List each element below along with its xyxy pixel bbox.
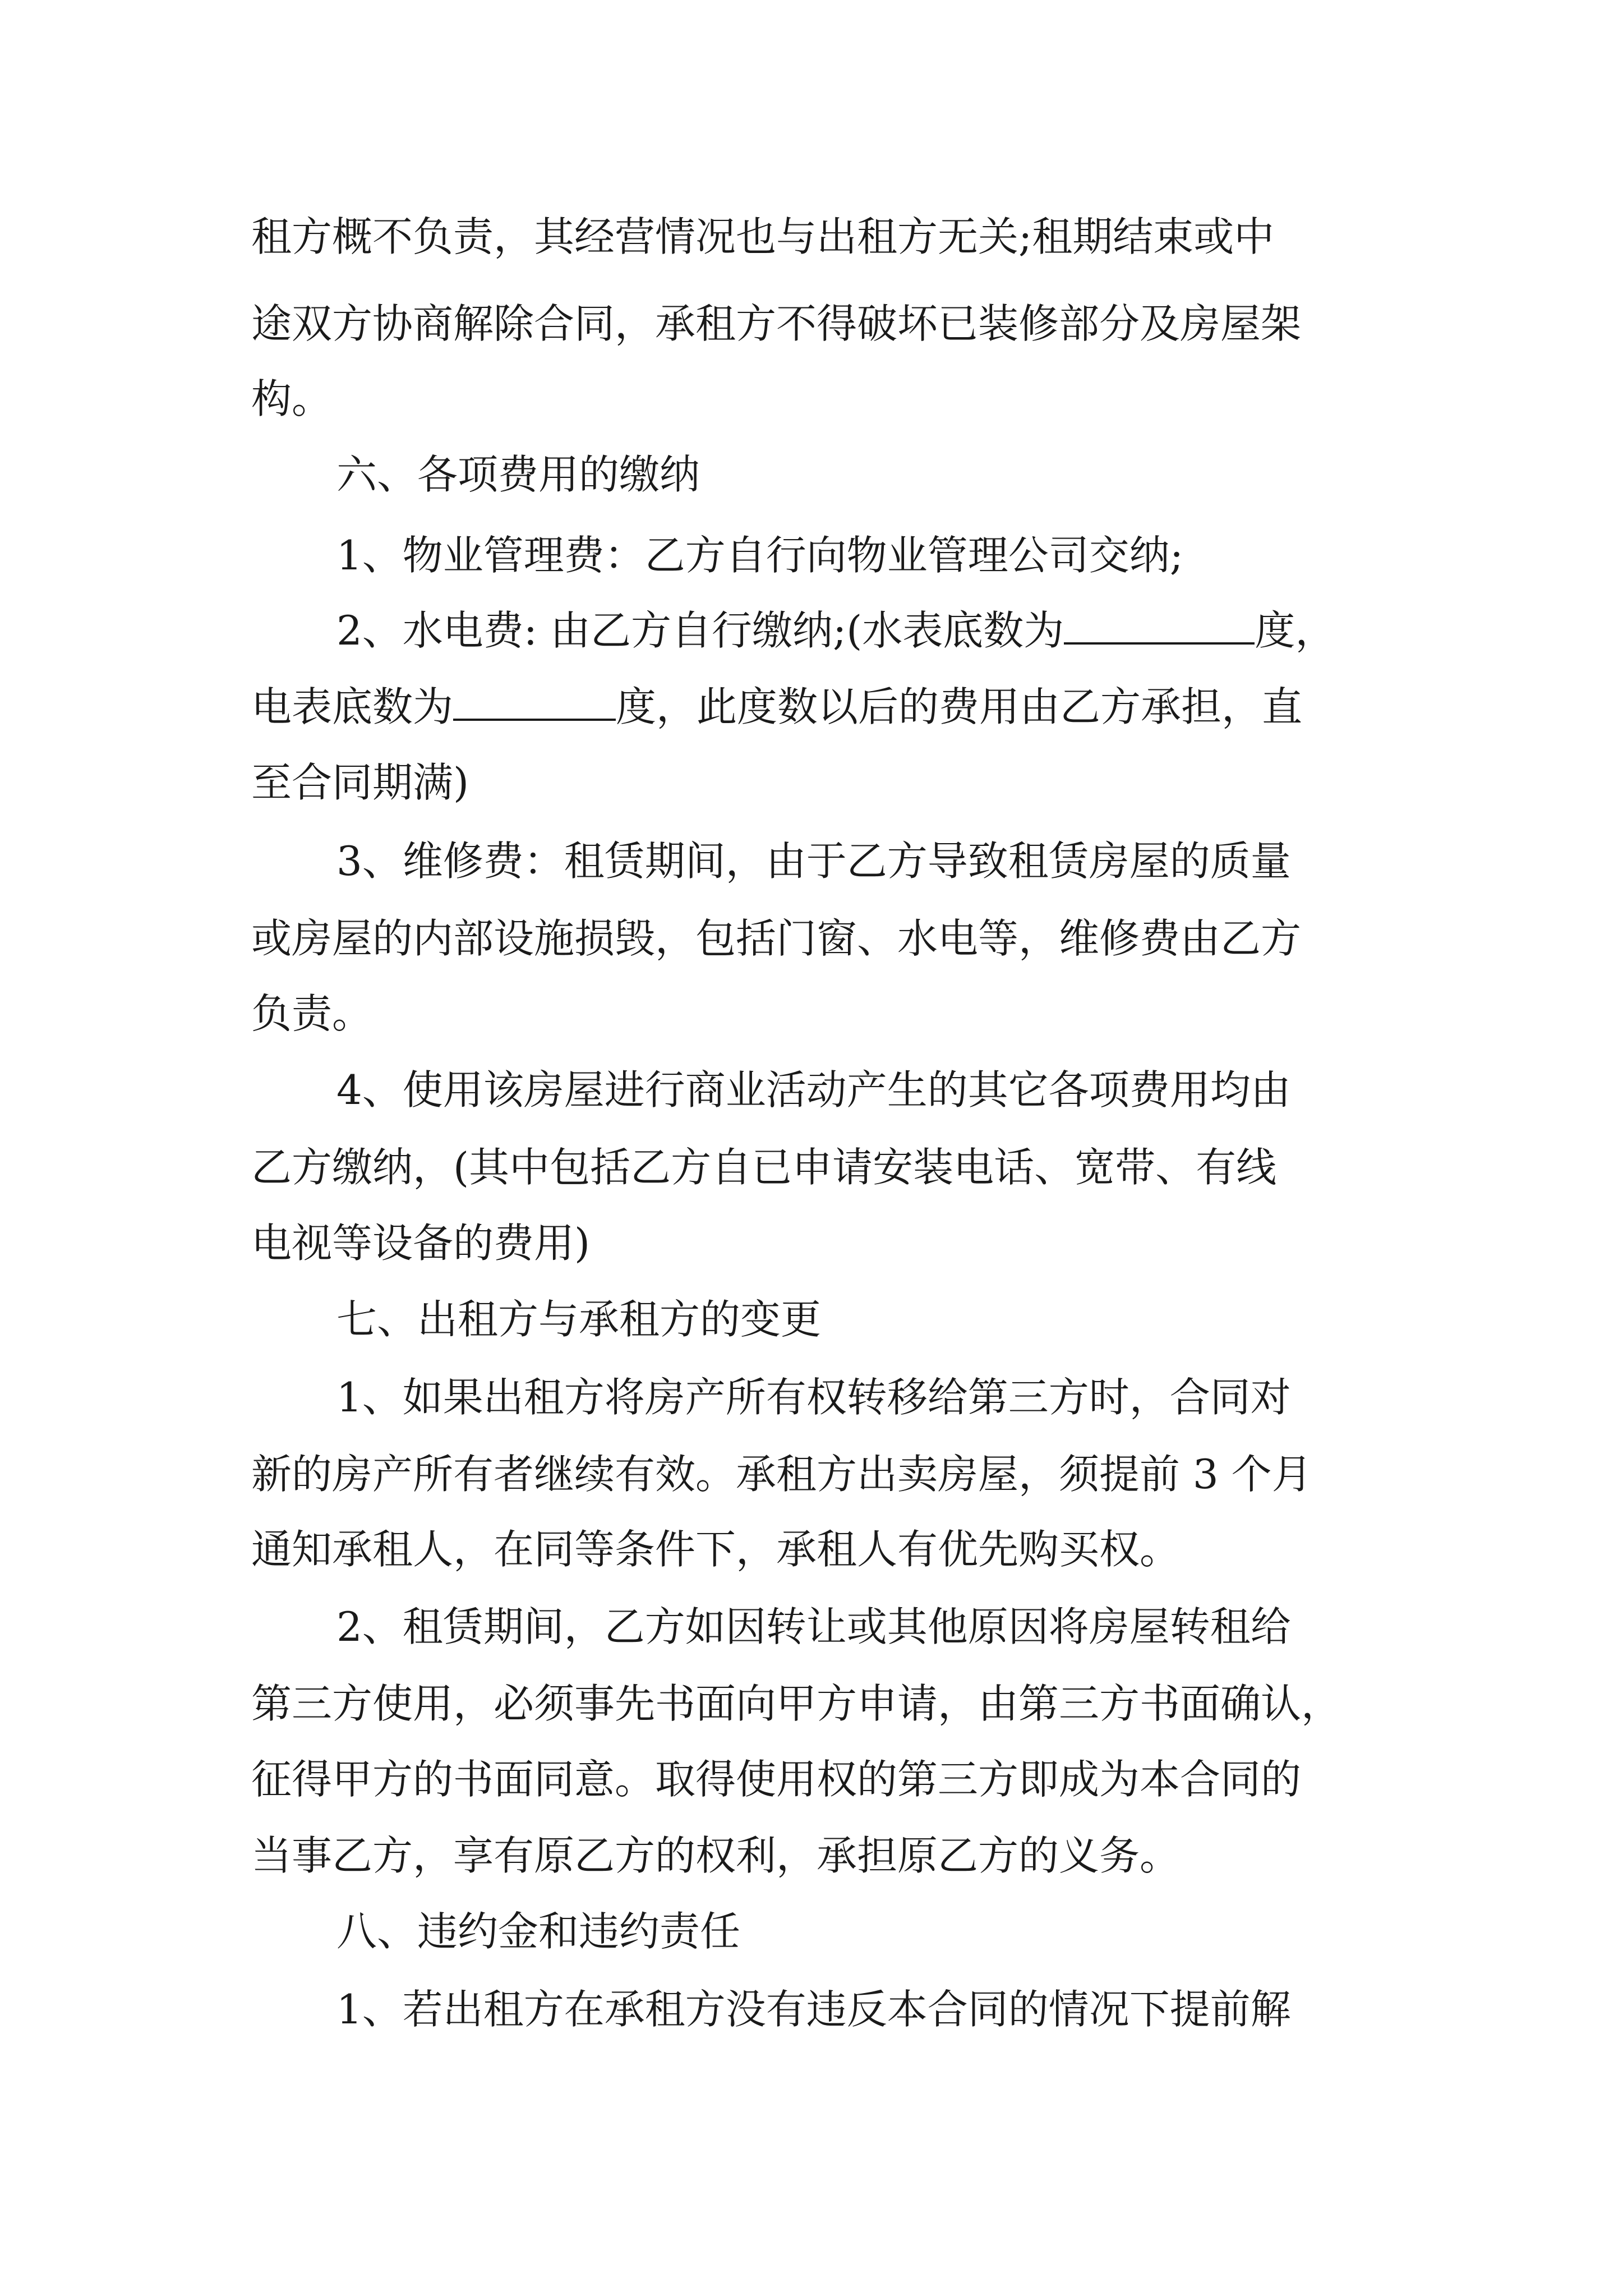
paragraph-line: 租方概不负责，其经营情况也与出租方无关;租期结束或中 <box>251 213 1275 260</box>
paragraph-text: 电表底数为 <box>251 683 454 730</box>
section-heading: 七、出租方与承租方的变更 <box>336 1296 822 1343</box>
paragraph-line: 新的房产所有者继续有效。承租方出卖房屋，须提前 3 个月 <box>251 1451 1312 1498</box>
paragraph-text: 度， <box>1255 607 1336 654</box>
paragraph-line: 1、若出租方在承租方没有违反本合同的情况下提前解 <box>336 1986 1291 2033</box>
paragraph-text: 度，此度数以后的费用由乙方承担，直 <box>616 683 1303 730</box>
section-heading: 六、各项费用的缴纳 <box>336 451 700 498</box>
paragraph-line: 或房屋的内部设施损毁，包括门窗、水电等，维修费由乙方 <box>251 915 1302 962</box>
fill-in-blank <box>453 684 616 721</box>
paragraph-line <box>336 602 1384 659</box>
paragraph-line: 1、物业管理费：乙方自行向物业管理公司交纳; <box>336 532 1184 579</box>
paragraph-text: 2、水电费: 由乙方自行缴纳;(水表底数为 <box>336 607 1064 654</box>
paragraph-line: 构。 <box>251 375 333 422</box>
paragraph-line: 第三方使用，必须事先书面向甲方申请，由第三方书面确认， <box>251 1680 1342 1727</box>
paragraph-line: 当事乙方，享有原乙方的权利，承担原乙方的义务。 <box>251 1832 1181 1879</box>
paragraph-line: 途双方协商解除合同，承租方不得破坏已装修部分及房屋架 <box>251 300 1302 347</box>
paragraph-line: 2、租赁期间，乙方如因转让或其他原因将房屋转租给 <box>336 1603 1291 1650</box>
paragraph-line: 至合同期满) <box>251 759 469 806</box>
fill-in-blank <box>1064 608 1255 645</box>
paragraph-line: 负责。 <box>251 990 373 1037</box>
paragraph-line: 乙方缴纳，(其中包括乙方自已申请安装电话、宽带、有线 <box>251 1144 1277 1191</box>
section-heading: 八、违约金和违约责任 <box>336 1908 741 1955</box>
paragraph-line: 3、维修费：租赁期间，由于乙方导致租赁房屋的质量 <box>336 838 1291 885</box>
paragraph-line: 4、使用该房屋进行商业活动产生的其它各项费用均由 <box>336 1066 1291 1114</box>
paragraph-line: 1、如果出租方将房产所有权转移给第三方时，合同对 <box>336 1374 1291 1421</box>
paragraph-line: 征得甲方的书面同意。取得使用权的第三方即成为本合同的 <box>251 1756 1302 1803</box>
paragraph-line <box>251 679 1384 735</box>
paragraph-line: 电视等设备的费用) <box>251 1220 591 1267</box>
paragraph-line: 通知承租人，在同等条件下，承租人有优先购买权。 <box>251 1526 1181 1573</box>
